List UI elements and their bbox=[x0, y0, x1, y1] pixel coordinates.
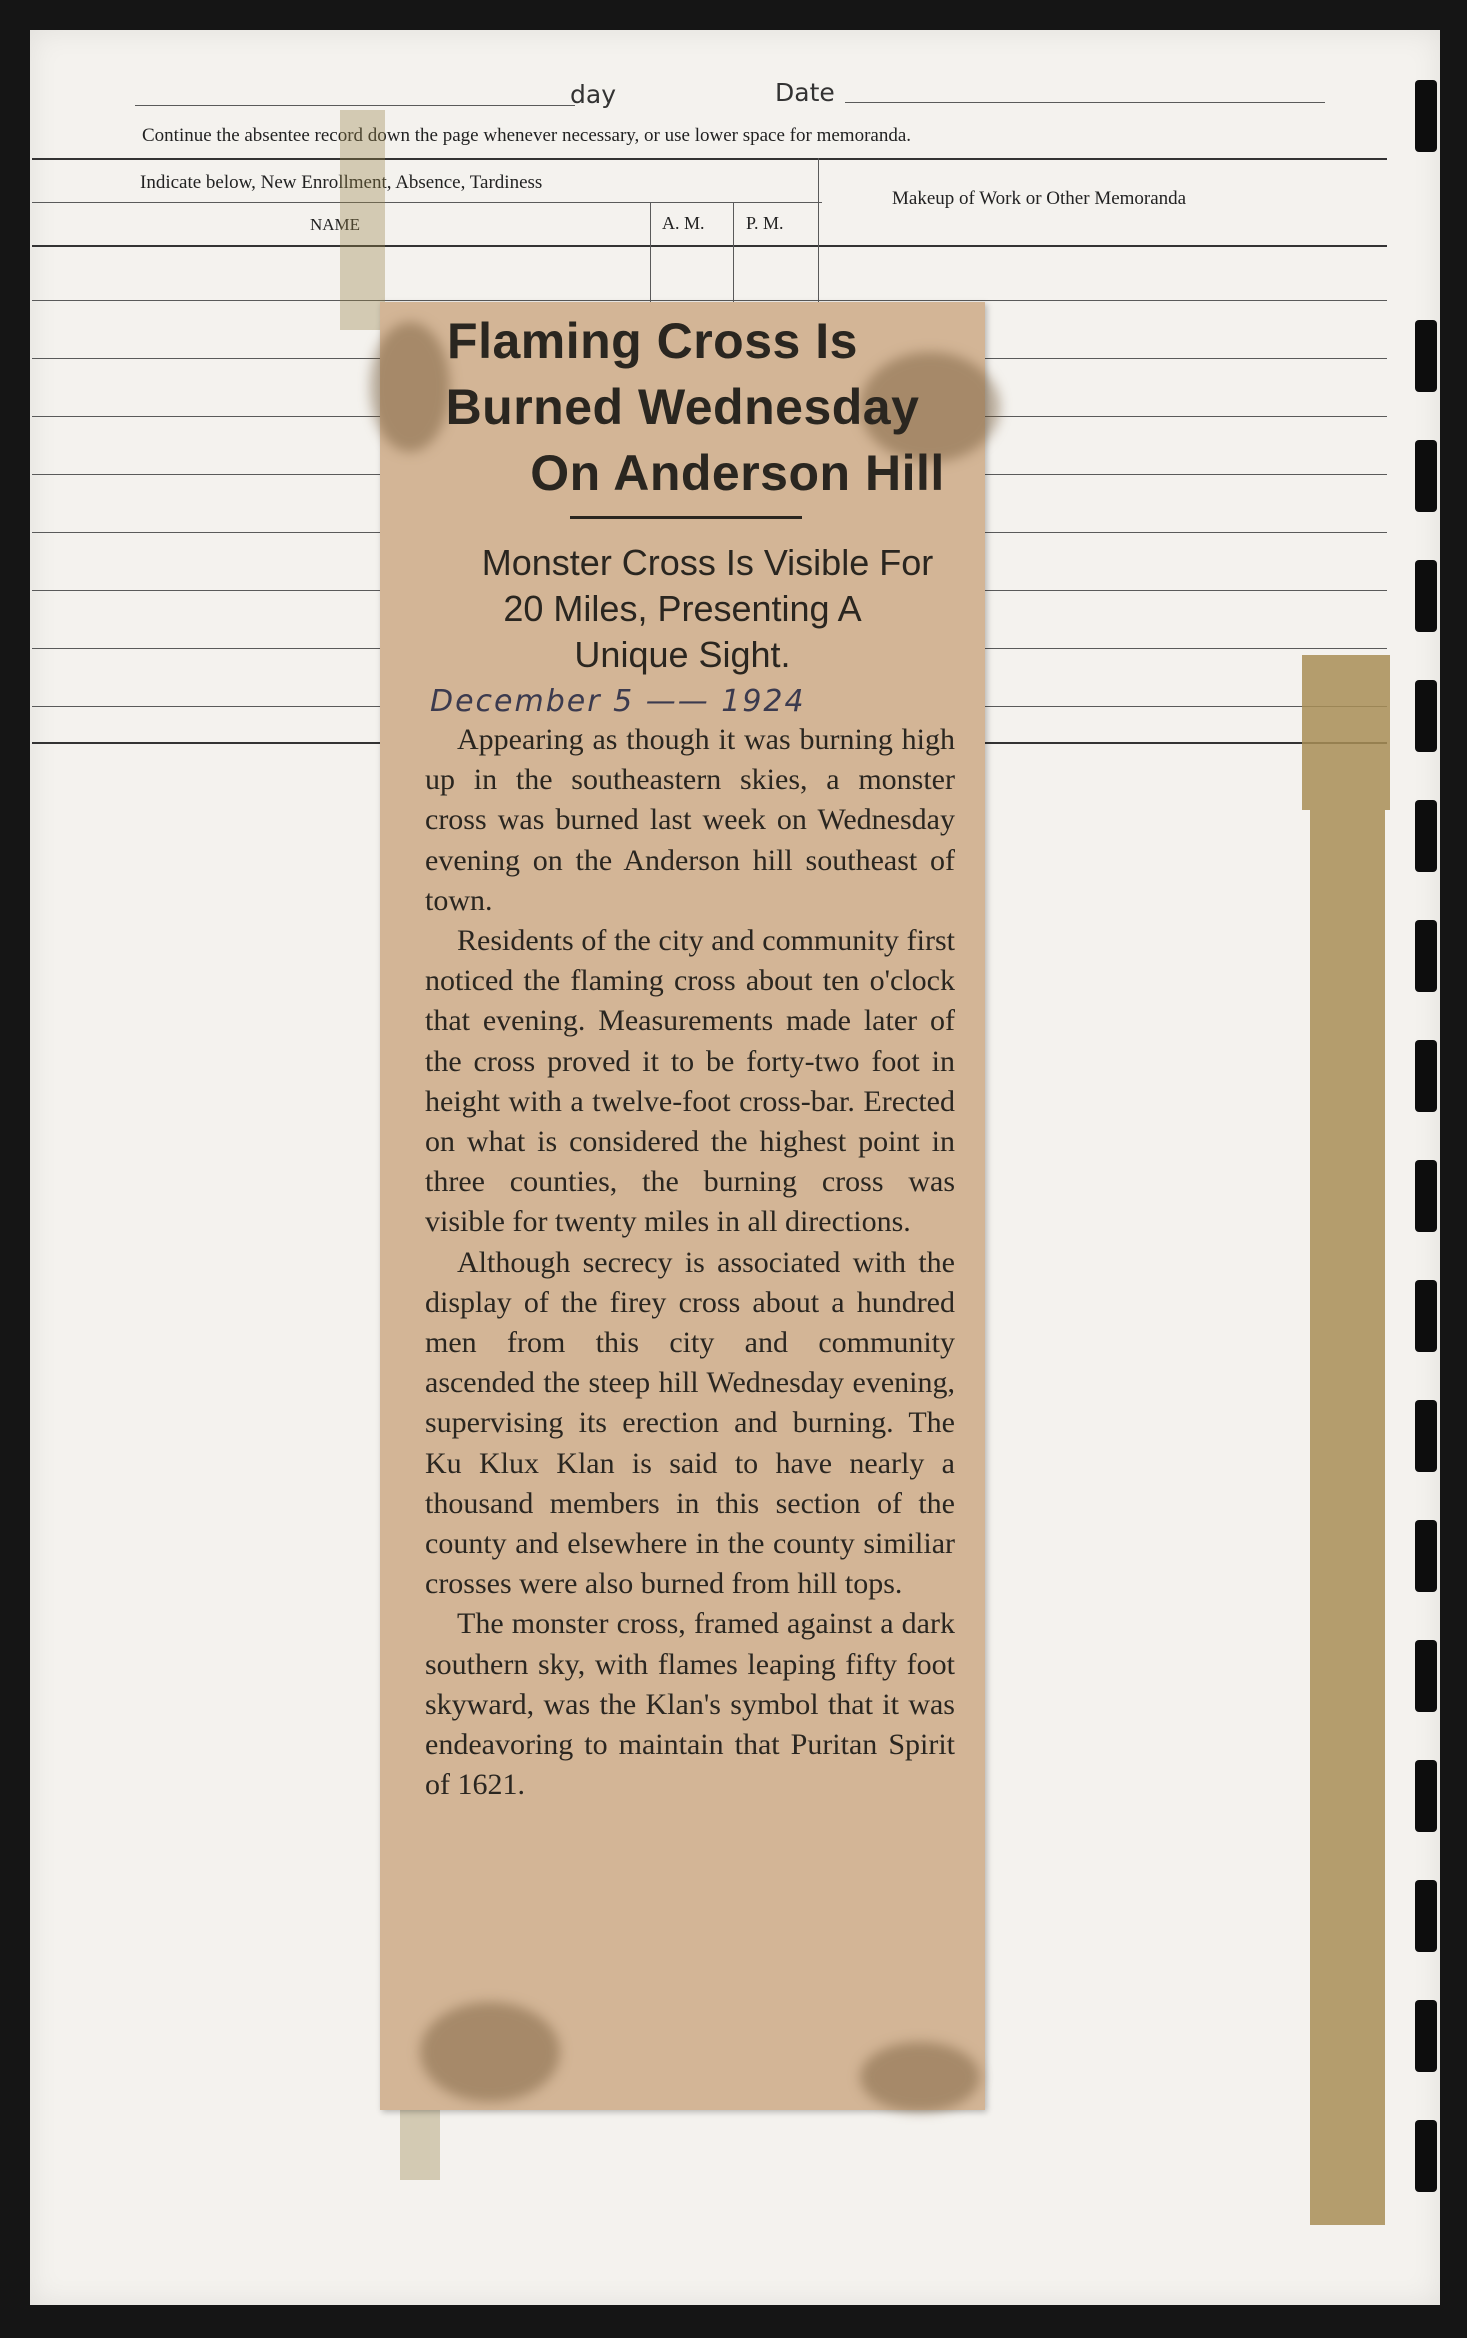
binder-hole bbox=[1415, 800, 1437, 872]
binder-hole bbox=[1415, 320, 1437, 392]
stain bbox=[860, 2042, 980, 2112]
headline-line-1: Flaming Cross Is bbox=[447, 313, 858, 369]
form-top-line bbox=[32, 158, 1387, 160]
subhead-line-2: 20 Miles, Presenting A bbox=[503, 588, 862, 629]
record-page bbox=[30, 30, 1440, 2305]
header-mid-line bbox=[32, 202, 822, 203]
binder-hole bbox=[1415, 560, 1437, 632]
indicate-label: Indicate below, New Enrollment, Absence, Tardiness bbox=[140, 172, 543, 193]
row-line bbox=[32, 300, 1387, 301]
subhead-line-1: Monster Cross Is Visible For bbox=[481, 542, 934, 583]
tape-residue bbox=[340, 110, 385, 330]
binder-hole bbox=[1415, 440, 1437, 512]
pm-header: P. M. bbox=[746, 213, 784, 233]
binder-hole bbox=[1415, 1160, 1437, 1232]
header-bottom-line bbox=[32, 245, 1387, 247]
date-underline bbox=[845, 102, 1325, 103]
binder-hole bbox=[1415, 2000, 1437, 2072]
name-header: NAME bbox=[310, 215, 361, 234]
binder-hole bbox=[1415, 2120, 1437, 2192]
article-paragraph: Residents of the city and community first noticed the flaming cross about ten o'clock that evening. Measurements made later of the cross proved it to be forty-two foot in height with a twelve-foot cross-bar. Erected on what is considered the highest point in three counties, the burning cross was visible for twenty miles in all directions. bbox=[425, 924, 955, 1239]
day-label: day bbox=[570, 80, 616, 109]
article-body bbox=[425, 720, 955, 1805]
binder-hole bbox=[1415, 1400, 1437, 1472]
binder-hole bbox=[1415, 1280, 1437, 1352]
tape-strip bbox=[1302, 655, 1390, 810]
binder-hole bbox=[1415, 1640, 1437, 1712]
binder-hole bbox=[1415, 1040, 1437, 1112]
binder-hole bbox=[1415, 920, 1437, 992]
article-paragraph: The monster cross, framed against a dark southern sky, with flames leaping fifty foot skyward, was the Klan's symbol that it was endeavoring to maintain that Puritan Spirit of 1621. bbox=[425, 1607, 955, 1802]
article-paragraph: Appearing as though it was burning high up in the southeastern skies, a monster cross was burned last week on Wednesday evening on the Anderson hill southeast of town. bbox=[425, 723, 955, 917]
newspaper-clipping bbox=[380, 302, 985, 2110]
am-header: A. M. bbox=[662, 213, 705, 233]
tape-strip bbox=[1310, 810, 1385, 2225]
headline-line-2: Burned Wednesday bbox=[445, 379, 920, 435]
day-underline bbox=[135, 105, 575, 106]
headline-rule bbox=[570, 516, 802, 519]
binder-hole bbox=[1415, 680, 1437, 752]
date-label: Date bbox=[775, 78, 835, 107]
subhead-line-3: Unique Sight. bbox=[574, 634, 791, 675]
binder-hole bbox=[1415, 1520, 1437, 1592]
binder-hole bbox=[1415, 1880, 1437, 1952]
stain bbox=[420, 2002, 560, 2102]
binder-hole bbox=[1415, 1760, 1437, 1832]
article-paragraph: Although secrecy is associated with the display of the firey cross about a hundred men from this city and community ascended the steep hill Wednesday evening, supervising its erection and burning. The Ku Klux Klan is said to have nearly a thousand members in this section of the county and elsewhere in the county similiar crosses were also burned from hill tops. bbox=[425, 1245, 955, 1601]
absentee-instruction: Continue the absentee record down the page whenever necessary, or use lower space for memoranda. bbox=[142, 125, 912, 146]
makeup-header: Makeup of Work or Other Memoranda bbox=[892, 188, 1187, 209]
binder-hole bbox=[1415, 80, 1437, 152]
handwritten-date: December 5 —— 1924 bbox=[430, 684, 806, 719]
headline-line-3: On Anderson Hill bbox=[530, 445, 945, 501]
